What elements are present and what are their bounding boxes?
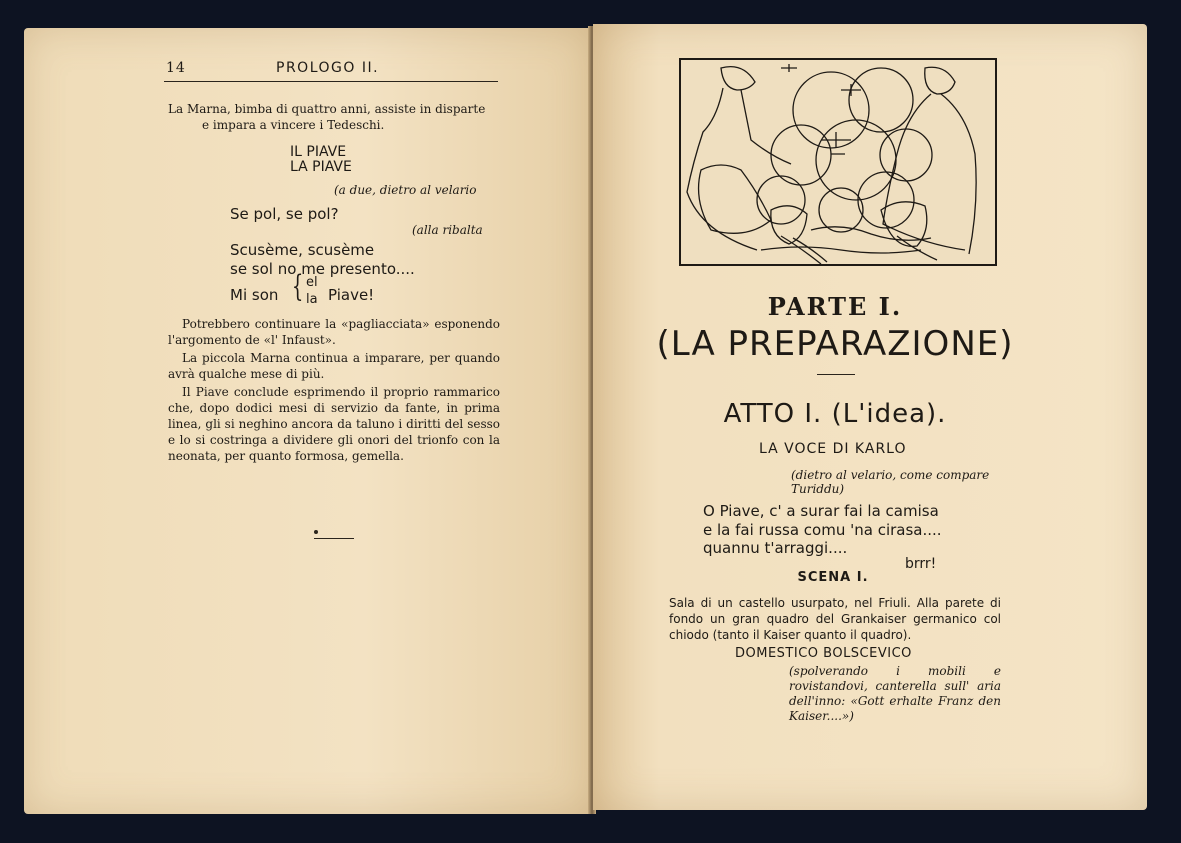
verse-1: O Piave, c' a surar fai la camisa <box>703 502 939 520</box>
stage-direction-1: (a due, dietro al velario <box>334 183 477 197</box>
verse-line-1: Se pol, se pol? <box>230 205 339 223</box>
left-page <box>24 28 592 814</box>
paragraph-1: Potrebbero continuare la «pagliacciata» esponendo l'argomento de «l' Infaust». <box>168 317 500 347</box>
scene-description: Sala di un castello usurpato, nel Friuli. Alla parete di fondo un gran quadro del Grankaiser germanico col chiodo (tanto il Kaiser quanto il quadro). <box>669 596 1001 642</box>
character-direction: (spolverando i mobili e rovistandovi, canterella sull' aria dell'inno: «Gott erhalte Franz den Kaiser....») <box>789 664 1001 723</box>
header-rule <box>164 81 498 82</box>
illustration <box>679 58 997 266</box>
variant-el: el <box>306 275 318 290</box>
end-rule <box>314 538 354 539</box>
verse-3: quannu t'arraggi.... <box>703 539 848 557</box>
paragraph-3: Il Piave conclude esprimendo il proprio rammarico che, dopo dodici mesi di servizio da fante, in prima linea, gli si neghino ancora da taluno i diritti del sesso e lo si costringa a dividere gli onori del trionfo con la neonata, per quanto formosa, gemella. <box>168 385 500 463</box>
brace-icon: { <box>291 269 304 304</box>
character-name: DOMESTICO BOLSCEVICO <box>735 646 912 661</box>
part-subtitle: (LA PREPARAZIONE) <box>656 324 1014 364</box>
stage-direction-2: (alla ribalta <box>412 223 483 237</box>
verse-end: brrr! <box>905 556 937 572</box>
right-page <box>593 24 1147 810</box>
paragraph-2: La piccola Marna continua a imparare, per quando avrà qualche mese di più. <box>168 351 500 381</box>
title-rule <box>817 374 855 375</box>
verse-line-2: Scusème, scusème <box>230 241 375 259</box>
page-number: 14 <box>166 60 186 76</box>
voice-speaker: LA VOCE DI KARLO <box>759 441 907 457</box>
ink-dot <box>314 530 318 534</box>
intro-line-2: e impara a vincere i Tedeschi. <box>202 118 385 132</box>
act-title: ATTO I. (L'idea). <box>723 399 947 429</box>
voice-direction-2: Turiddu) <box>791 482 845 496</box>
verse-line-4-start: Mi son <box>230 286 279 304</box>
intro-line-1: La Marna, bimba di quattro anni, assiste in disparte <box>168 102 486 116</box>
scene-title: SCENA I. <box>797 570 869 585</box>
variant-la: la <box>306 292 318 307</box>
verse-2: e la fai russa comu 'na cirasa.... <box>703 521 942 539</box>
voice-direction-1: (dietro al velario, come compare <box>791 468 990 482</box>
verse-line-4-end: Piave! <box>328 286 375 304</box>
river-figures-illustration <box>681 60 995 264</box>
running-head: PROLOGO II. <box>276 60 380 76</box>
part-title: PARTE I. <box>767 292 903 321</box>
verse-line-3: se sol no me presento.... <box>230 260 415 278</box>
speaker-la-piave: LA PIAVE <box>290 159 352 175</box>
speaker-il-piave: IL PIAVE <box>290 144 347 160</box>
